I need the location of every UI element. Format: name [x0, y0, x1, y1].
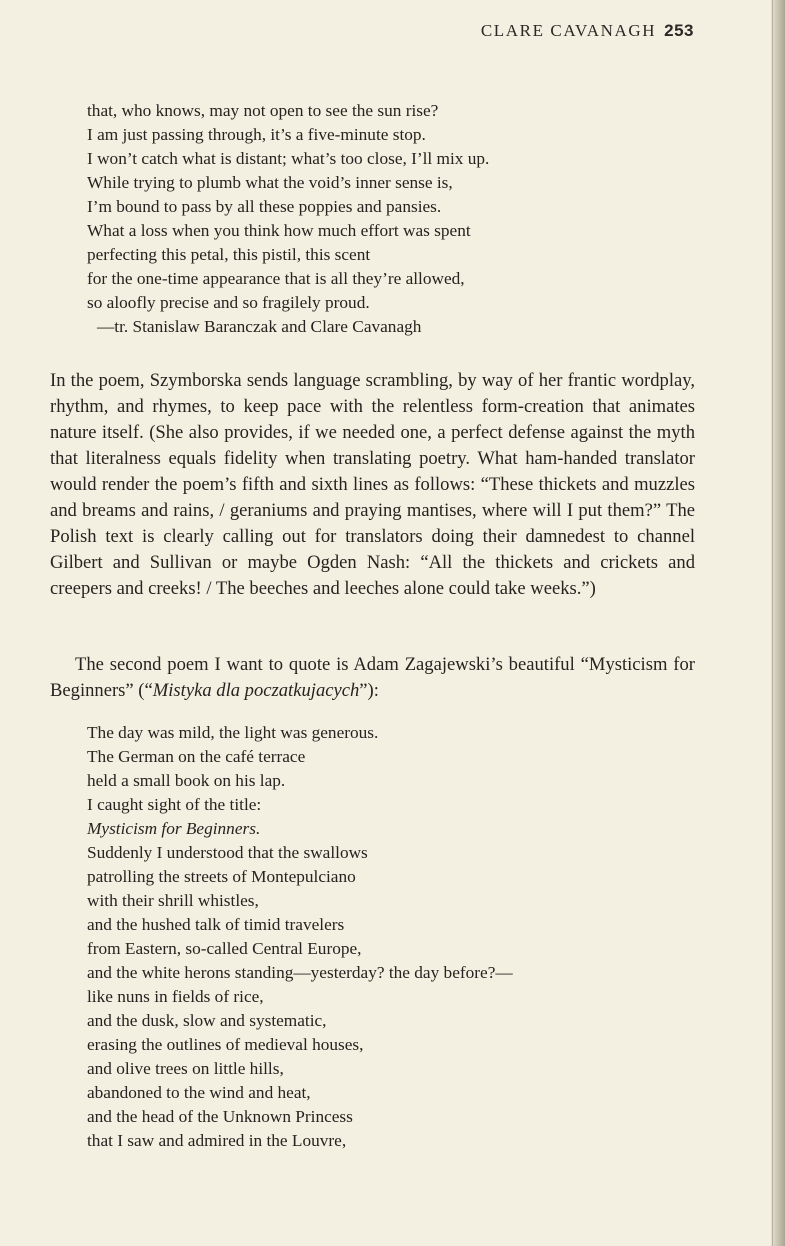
poem-line: While trying to plumb what the void’s inner sense is, [87, 173, 453, 192]
poem-zagajewski [87, 721, 513, 1153]
poem-line: and the white herons standing—yesterday? the day before?— [87, 963, 513, 982]
running-head-author: CLARE CAVANAGH [480, 21, 657, 40]
body-paragraph-1 [50, 368, 695, 602]
page-edge-line [772, 0, 773, 1246]
poem-line: The German on the café terrace [87, 747, 306, 766]
poem-title-polish: Mistyka dla poczatkujacych [152, 680, 360, 701]
poem-line: held a small book on his lap. [87, 771, 286, 790]
poem-line-book-title: Mysticism for Beginners. [87, 819, 261, 838]
poem-line: and the head of the Unknown Princess [87, 1107, 353, 1126]
page-edge [771, 0, 785, 1246]
paragraph-text [50, 652, 695, 704]
translation-attribution: —tr. Stanislaw Baranczak and Clare Cavanagh [97, 317, 422, 336]
poem-line: and the hushed talk of timid travelers [87, 915, 345, 934]
poem-line: Suddenly I understood that the swallows [87, 843, 368, 862]
poem-line: What a loss when you think how much effort was spent [87, 221, 471, 240]
poem-line: and olive trees on little hills, [87, 1059, 284, 1078]
running-head [481, 21, 694, 41]
paragraph-text-end: ”): [359, 680, 379, 701]
poem-line: I won’t catch what is distant; what’s too close, I’ll mix up. [87, 149, 490, 168]
poem-szymborska [87, 99, 489, 339]
poem-line: erasing the outlines of medieval houses, [87, 1035, 364, 1054]
poem-line: I’m bound to pass by all these poppies and pansies. [87, 197, 442, 216]
poem-line: I caught sight of the title: [87, 795, 262, 814]
page-number: 253 [664, 21, 694, 40]
paragraph-text-start: The second poem I want to quote is Adam Zagajewski’s beautiful “ [75, 654, 589, 675]
poem-line: from Eastern, so-called Central Europe, [87, 939, 362, 958]
poem-title-english: Mysticism for Beginners [50, 654, 695, 701]
body-paragraph-2 [50, 652, 695, 704]
poem-line: The day was mild, the light was generous. [87, 723, 379, 742]
poem-line: that I saw and admired in the Louvre, [87, 1131, 347, 1150]
poem-line: abandoned to the wind and heat, [87, 1083, 311, 1102]
paragraph-text: In the poem, Szymborska sends language scrambling, by way of her frantic wordplay, rhythm, and rhymes, to keep pace with the relentless form-creation that animates nature itself. (She also provides, if we needed one, a perfect defense against the myth that literalness equals fidelity when translating poetry. What ham-handed translator would render the poem’s fifth and sixth lines as follows: “These thickets and muzzles and breams and rains, / geraniums and praying mantises, where will I put them?” The Polish text is clearly calling out for translators doing their damnedest to channel Gilbert and Sullivan or maybe Ogden Nash: “All the thickets and crickets and creepers and creeks! / The beeches and leeches alone could take weeks.”) [50, 370, 695, 599]
poem-line: for the one-time appearance that is all they’re allowed, [87, 269, 465, 288]
poem-line: perfecting this petal, this pistil, this scent [87, 245, 371, 264]
poem-line: that, who knows, may not open to see the sun rise? [87, 101, 439, 120]
poem-line: like nuns in fields of rice, [87, 987, 264, 1006]
poem-line: I am just passing through, it’s a five-minute stop. [87, 125, 426, 144]
poem-line: patrolling the streets of Montepulciano [87, 867, 356, 886]
poem-line: with their shrill whistles, [87, 891, 259, 910]
poem-line: so aloofly precise and so fragilely proud. [87, 293, 370, 312]
poem-line: and the dusk, slow and systematic, [87, 1011, 327, 1030]
paragraph-text-middle: ” (“ [125, 680, 153, 701]
